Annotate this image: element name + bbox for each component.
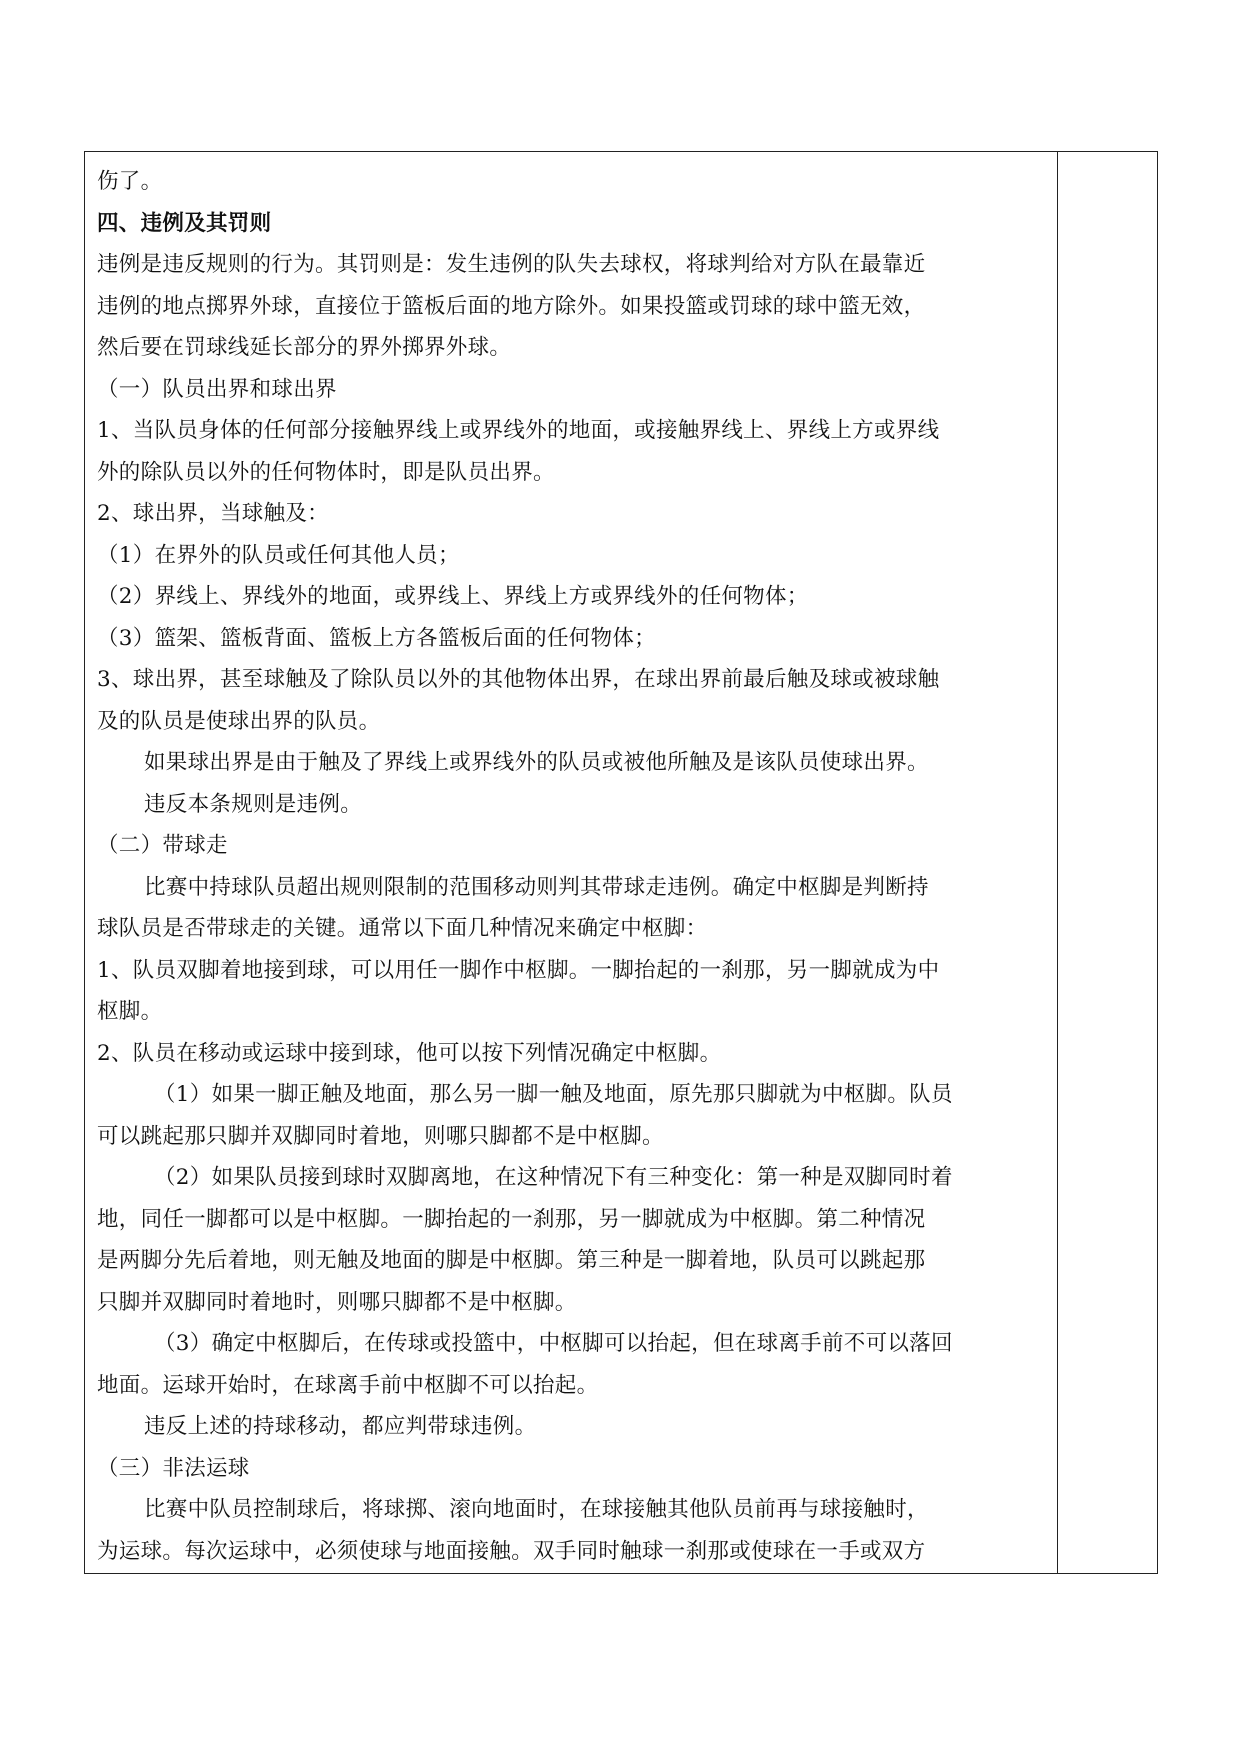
text-line: 地面。运球开始时，在球离手前中枢脚不可以抬起。 xyxy=(97,1372,599,1398)
text-line: 1、当队员身体的任何部分接触界线上或界线外的地面，或接触界线上、界线上方或界线 xyxy=(97,418,940,443)
text-line: 然后要在罚球线延长部分的界外掷界外球。 xyxy=(97,335,512,360)
text-line: 违例是违反规则的行为。其罚则是：发生违例的队失去球权，将球判给对方队在最靠近 xyxy=(97,252,926,277)
text-line: 枢脚。 xyxy=(97,999,163,1024)
text-line: 比赛中持球队员超出规则限制的范围移动则判其带球走违例。确定中枢脚是判断持 xyxy=(144,874,929,900)
text-line: 3、球出界，甚至球触及了除队员以外的其他物体出界，在球出界前最后触及球或被球触 xyxy=(97,667,940,692)
text-line: 地，同任一脚都可以是中枢脚。一脚抬起的一刹那，另一脚就成为中枢脚。第二种情况 xyxy=(97,1206,926,1232)
text-line: 违反上述的持球移动，都应判带球违例。 xyxy=(144,1414,537,1439)
list-item: （2）界线上、界线外的地面，或界线上、界线上方或界线外的任何物体； xyxy=(97,584,809,609)
text-line: 违例的地点掷界外球，直接位于篮板后面的地方除外。如果投篮或罚球的球中篮无效， xyxy=(97,293,926,319)
section-heading: 四、违例及其罚则 xyxy=(97,210,272,236)
text-line: 2、队员在移动或运球中接到球，他可以按下列情况确定中枢脚。 xyxy=(97,1040,722,1066)
subsection-heading: （三）非法运球 xyxy=(97,1455,250,1481)
subsection-heading: （一）队员出界和球出界 xyxy=(97,376,337,402)
text-line: 只脚并双脚同时着地时，则哪只脚都不是中枢脚。 xyxy=(97,1289,577,1315)
text-line: 可以跳起那只脚并双脚同时着地，则哪只脚都不是中枢脚。 xyxy=(97,1123,664,1149)
text-line: 如果球出界是由于触及了界线上或界线外的队员或被他所触及是该队员使球出界。 xyxy=(144,750,929,775)
text-line: 球队员是否带球走的关键。通常以下面几种情况来确定中枢脚： xyxy=(97,916,708,941)
text-line: 1、队员双脚着地接到球，可以用任一脚作中枢脚。一脚抬起的一刹那，另一脚就成为中 xyxy=(97,957,940,983)
list-item: （1）在界外的队员或任何其他人员； xyxy=(97,542,460,568)
subsection-heading: （二）带球走 xyxy=(97,833,228,858)
text-line: （1）如果一脚正触及地面，那么另一脚一触及地面，原先那只脚就为中枢脚。队员 xyxy=(154,1082,953,1107)
text-line: （2）如果队员接到球时双脚离地，在这种情况下有三种变化：第一种是双脚同时着 xyxy=(154,1165,953,1190)
text-line: （3）确定中枢脚后，在传球或投篮中，中枢脚可以抬起，但在球离手前不可以落回 xyxy=(154,1331,953,1356)
text-line: 伤了。 xyxy=(97,169,163,194)
text-line: 及的队员是使球出界的队员。 xyxy=(97,708,381,734)
text-line: 比赛中队员控制球后，将球掷、滚向地面时，在球接触其他队员前再与球接触时， xyxy=(144,1497,929,1522)
text-line: 2、球出界，当球触及： xyxy=(97,501,329,526)
list-item: （3）篮架、篮板背面、篮板上方各篮板后面的任何物体； xyxy=(97,625,656,651)
text-line: 外的除队员以外的任何物体时，即是队员出界。 xyxy=(97,459,555,485)
content-cell xyxy=(97,161,1045,1572)
text-line: 违反本条规则是违例。 xyxy=(144,791,363,817)
content-table xyxy=(84,151,1158,1574)
text-line: 为运球。每次运球中，必须使球与地面接触。双手同时触球一刹那或使球在一手或双方 xyxy=(97,1538,926,1564)
column-divider xyxy=(1057,152,1058,1573)
text-line: 是两脚分先后着地，则无触及地面的脚是中枢脚。第三种是一脚着地，队员可以跳起那 xyxy=(97,1248,926,1273)
